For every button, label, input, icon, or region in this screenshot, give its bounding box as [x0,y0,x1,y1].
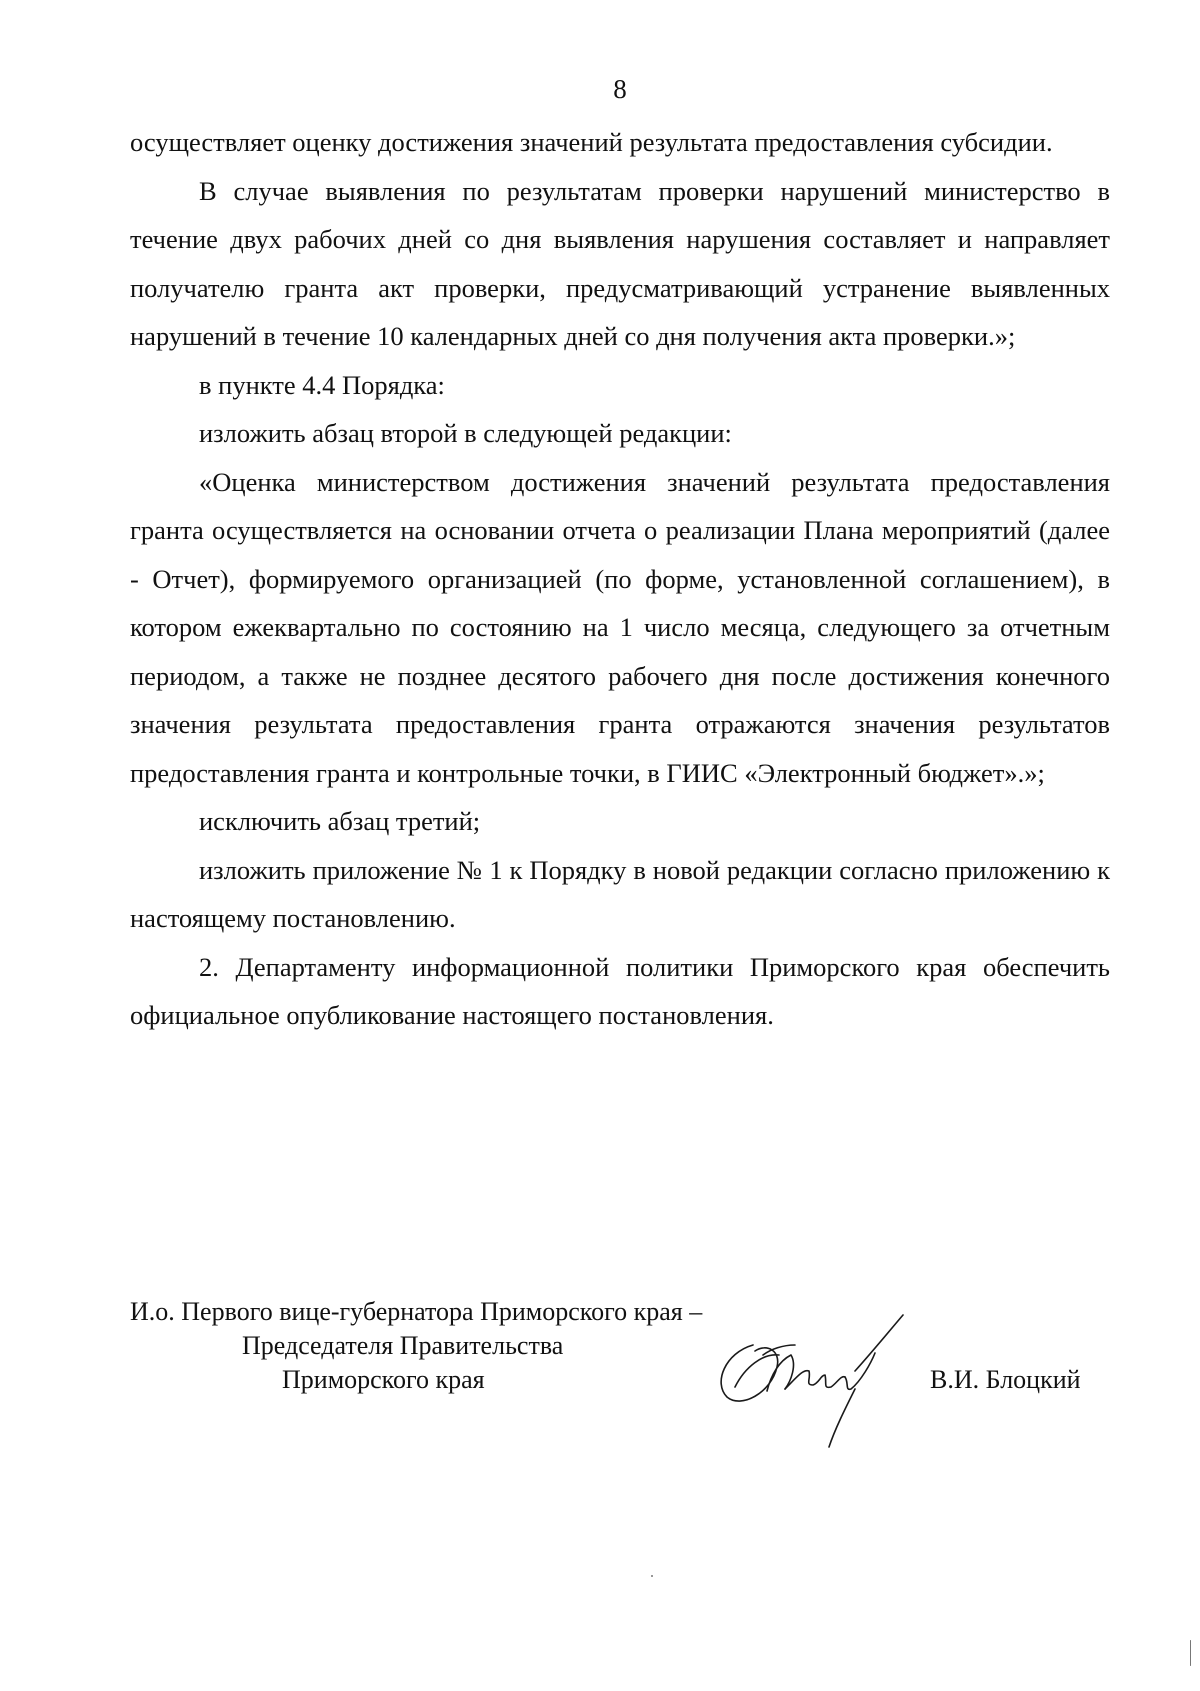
page-number: 8 [613,74,627,104]
signatory-name: В.И. Блоцкий [930,1365,1081,1394]
paragraph-6: исключить абзац третий; [199,806,481,836]
paragraph-7: изложить приложение № 1 к Порядку в новой редакции согласно приложению к настоящему постановлению. [130,854,1110,933]
paragraph-3: в пункте 4.4 Порядка: [199,369,445,400]
handwritten-signature-icon [705,1305,905,1455]
paragraph-1: осуществляет оценку достижения значений результата предоставления субсидии. [130,127,1053,157]
paragraph-2: В случае выявления по результатам проверки нарушений министерство в течение двух рабочих дней со дня выявления нарушения составляет и направляет получателю гранта акт проверки, предусматривающий устранение выявленных нарушений в течение 10 календарных дней со дня получения акта проверки.»; [130,175,1110,351]
scan-speck [651,1575,653,1577]
paragraph-8: 2. Департаменту информационной политики Приморского края обеспечить официальное опубликование настоящего постановления. [130,951,1110,1030]
signatory-title-line-2: Председателя Правительства [242,1331,564,1360]
document-body [130,118,1110,1040]
paragraph-5: «Оценка министерством достижения значений результата предоставления гранта осуществляется на основании отчета о реализации Плана мероприятий (далее - Отчет), формируемого организацией (по форме, установленной соглашением), в котором ежеквартально по состоянию на 1 число месяца, следующего за отчетным периодом, а также не позднее десятого рабочего дня после достижения конечного значения результата предоставления гранта отражаются значения результатов предоставления гранта и контрольные точки, в ГИИС «Электронный бюджет».»; [130,466,1110,788]
paragraph-4: изложить абзац второй в следующей редакции: [199,418,732,448]
scan-edge-mark [1190,1640,1191,1666]
signature-block [130,1295,1110,1455]
signatory-title-line-1: И.о. Первого вице-губернатора Приморского края – [130,1297,703,1326]
signatory-title-line-3: Приморского края [282,1365,485,1394]
